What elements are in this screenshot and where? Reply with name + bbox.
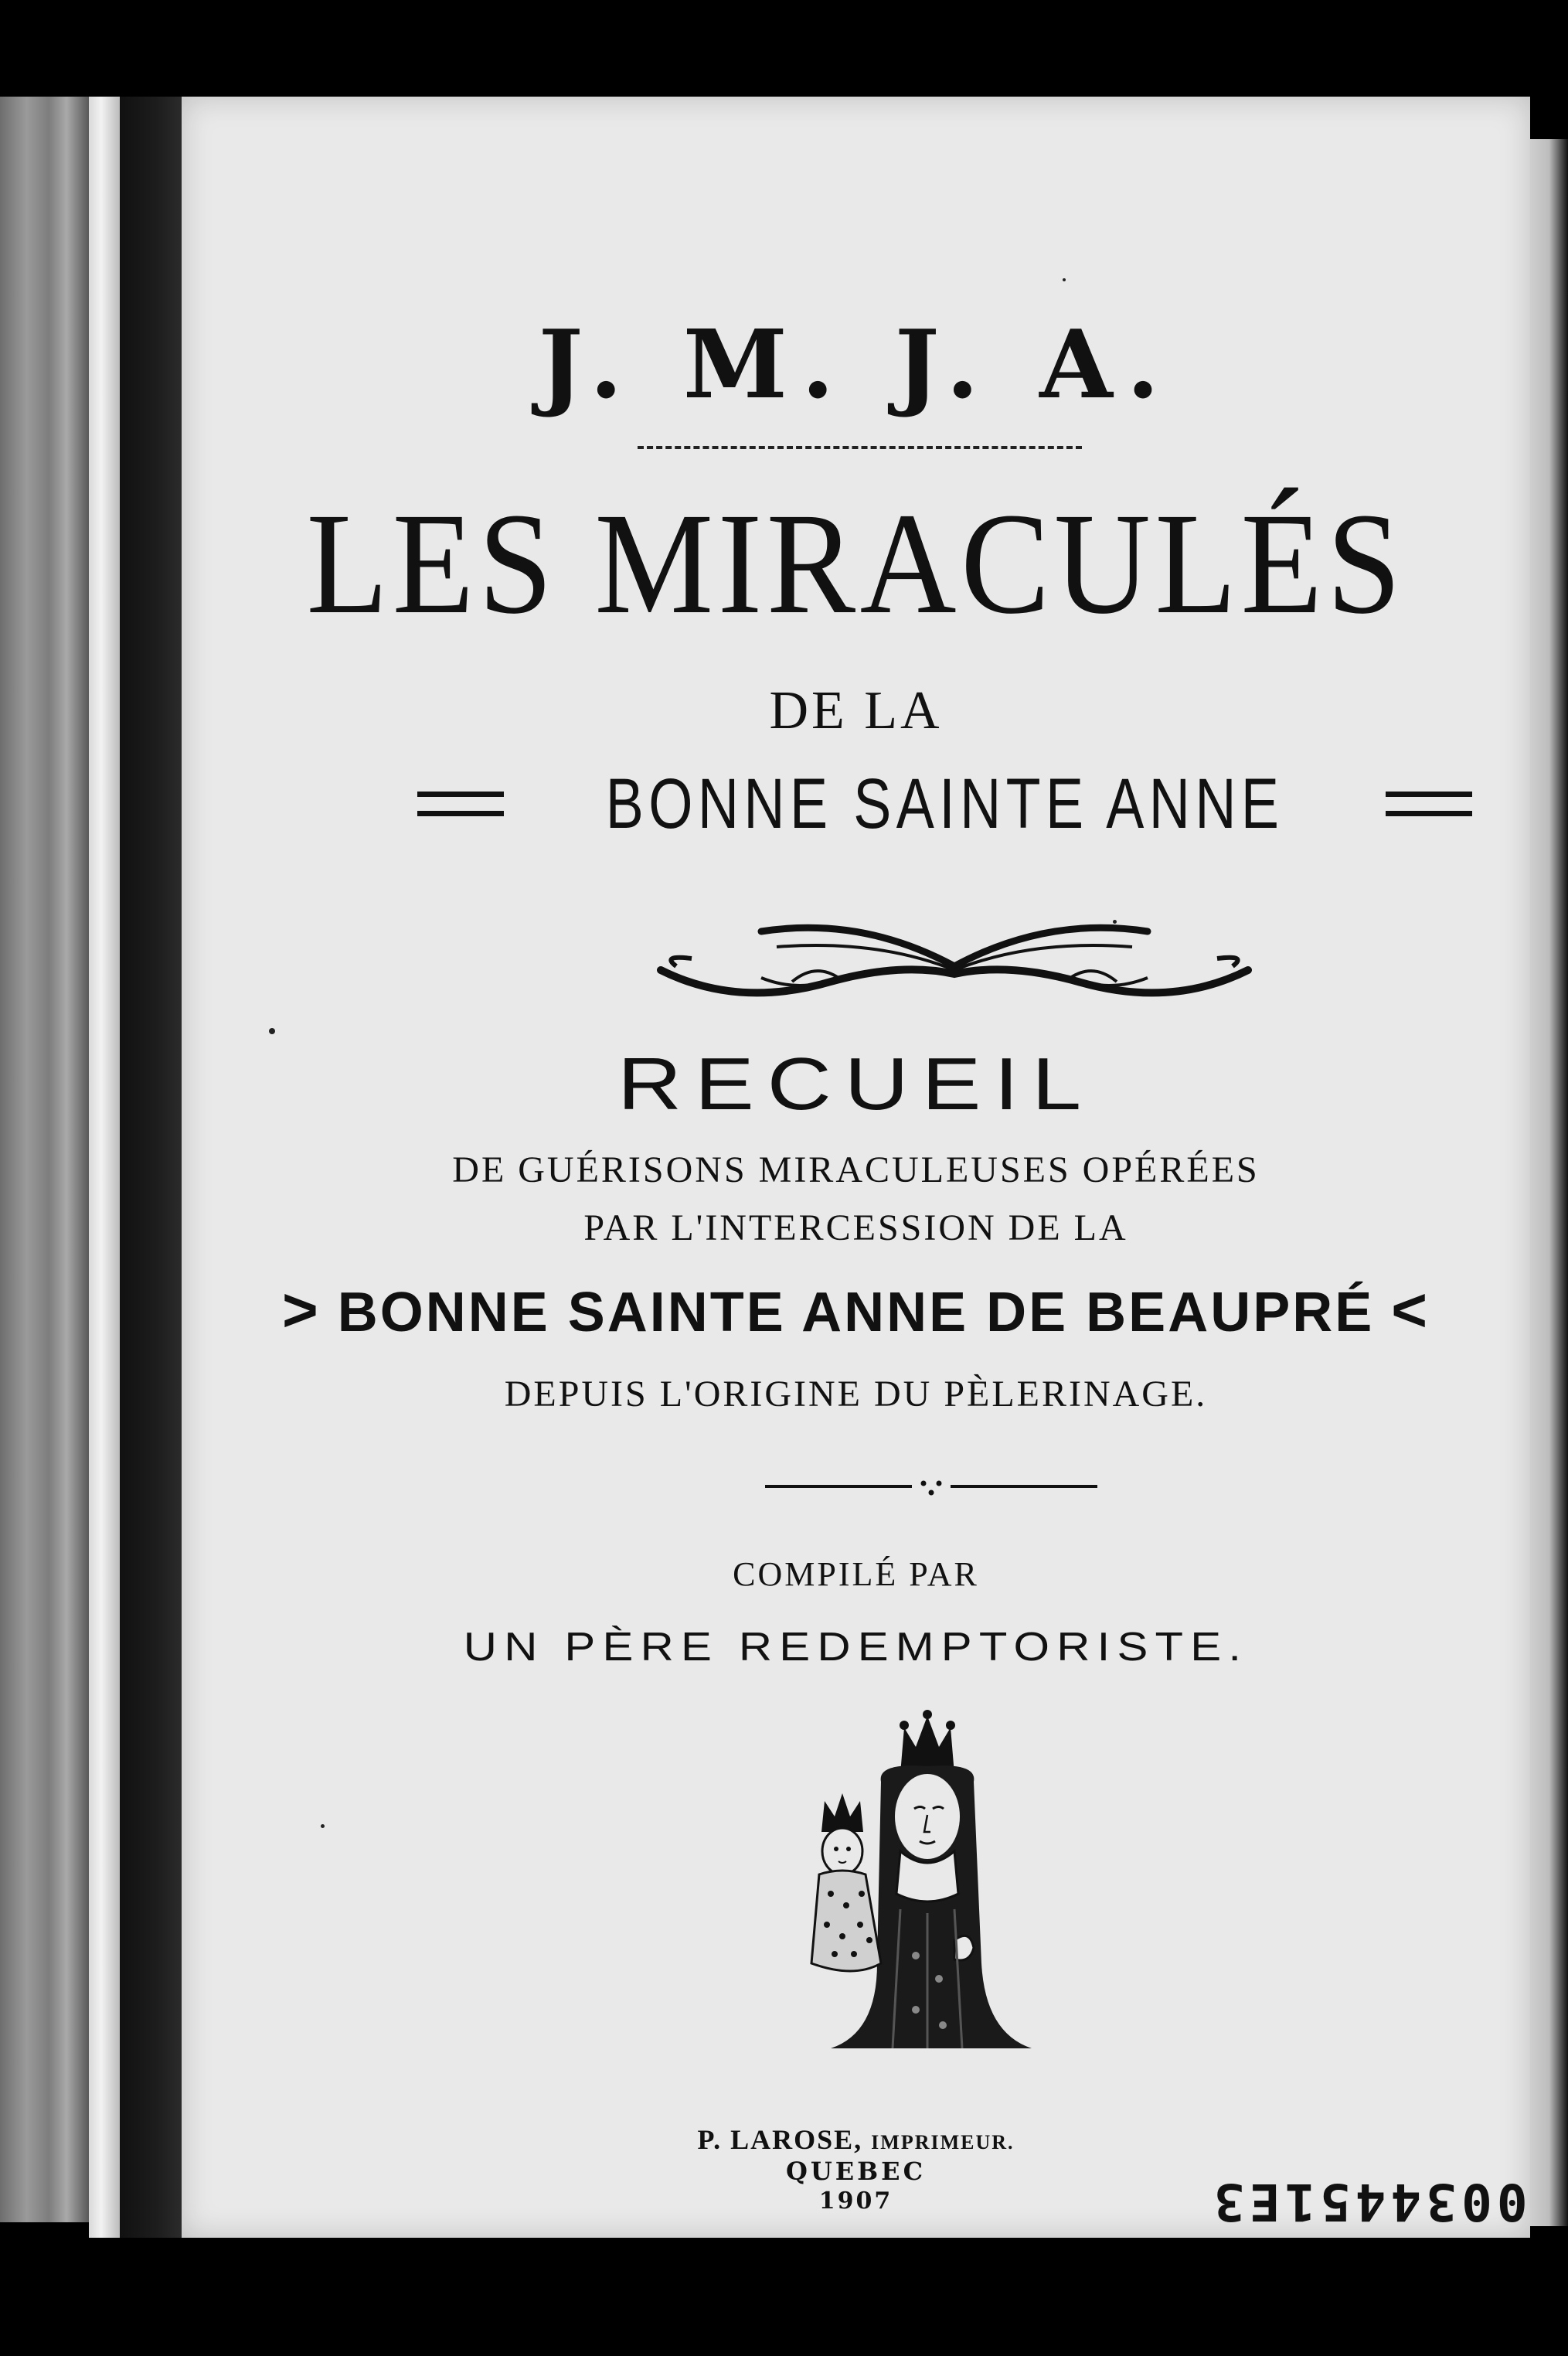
right-page-edge — [1530, 139, 1568, 2226]
description-line-1: DE GUÉRISONS MIRACULEUSES OPÉRÉES — [452, 1149, 1260, 1190]
separator-ornament — [765, 1480, 1097, 1496]
monogram: J. M. J. A. — [538, 308, 1174, 420]
saint-anne-with-child-icon — [800, 1708, 1047, 2064]
printer-role: IMPRIMEUR. — [871, 2131, 1015, 2153]
catalog-stamp: 0034451E3 — [1209, 2172, 1528, 2232]
dust-speck — [1113, 920, 1117, 924]
dust-speck — [1063, 278, 1066, 281]
compiled-by-label: COMPILÉ PAR — [733, 1555, 979, 1593]
printer-name: P. LAROSE, — [697, 2124, 863, 2155]
subtitle: BONNE SAINTE ANNE — [605, 764, 1284, 843]
subtitle-row — [417, 761, 1472, 846]
right-double-rule — [1386, 792, 1472, 816]
publication-city: QUEBEC — [785, 2157, 927, 2186]
title-connector: DE LA — [769, 681, 943, 741]
book-binding — [0, 97, 89, 2222]
left-double-rule — [417, 792, 504, 816]
bonne-sainte-anne-text: BONNE SAINTE ANNE DE BEAUPRÉ — [337, 1282, 1375, 1343]
author-line: UN PÈRE REDEMPTORISTE. — [463, 1625, 1249, 1670]
monogram-underline — [638, 446, 1082, 449]
page-edge — [89, 97, 120, 2238]
page-title: LES MIRACULÉS — [306, 482, 1406, 644]
title-page — [182, 97, 1530, 2238]
description-line-3: DEPUIS L'ORIGINE DU PÈLERINAGE. — [504, 1374, 1208, 1415]
publication-year: 1907 — [818, 2187, 893, 2215]
printer-line — [182, 2126, 1530, 2153]
description-line-2: PAR L'INTERCESSION DE LA — [583, 1207, 1128, 1248]
spine-shadow — [120, 97, 182, 2238]
flourish-ornament — [645, 901, 1264, 1016]
left-arrow-icon: > — [282, 1275, 321, 1344]
dust-speck — [321, 1824, 325, 1828]
dust-speck — [269, 1028, 275, 1034]
recueil-heading: RECUEIL — [617, 1043, 1094, 1125]
right-arrow-icon: < — [1391, 1275, 1430, 1344]
bonne-sainte-anne-heading — [182, 1275, 1530, 1344]
